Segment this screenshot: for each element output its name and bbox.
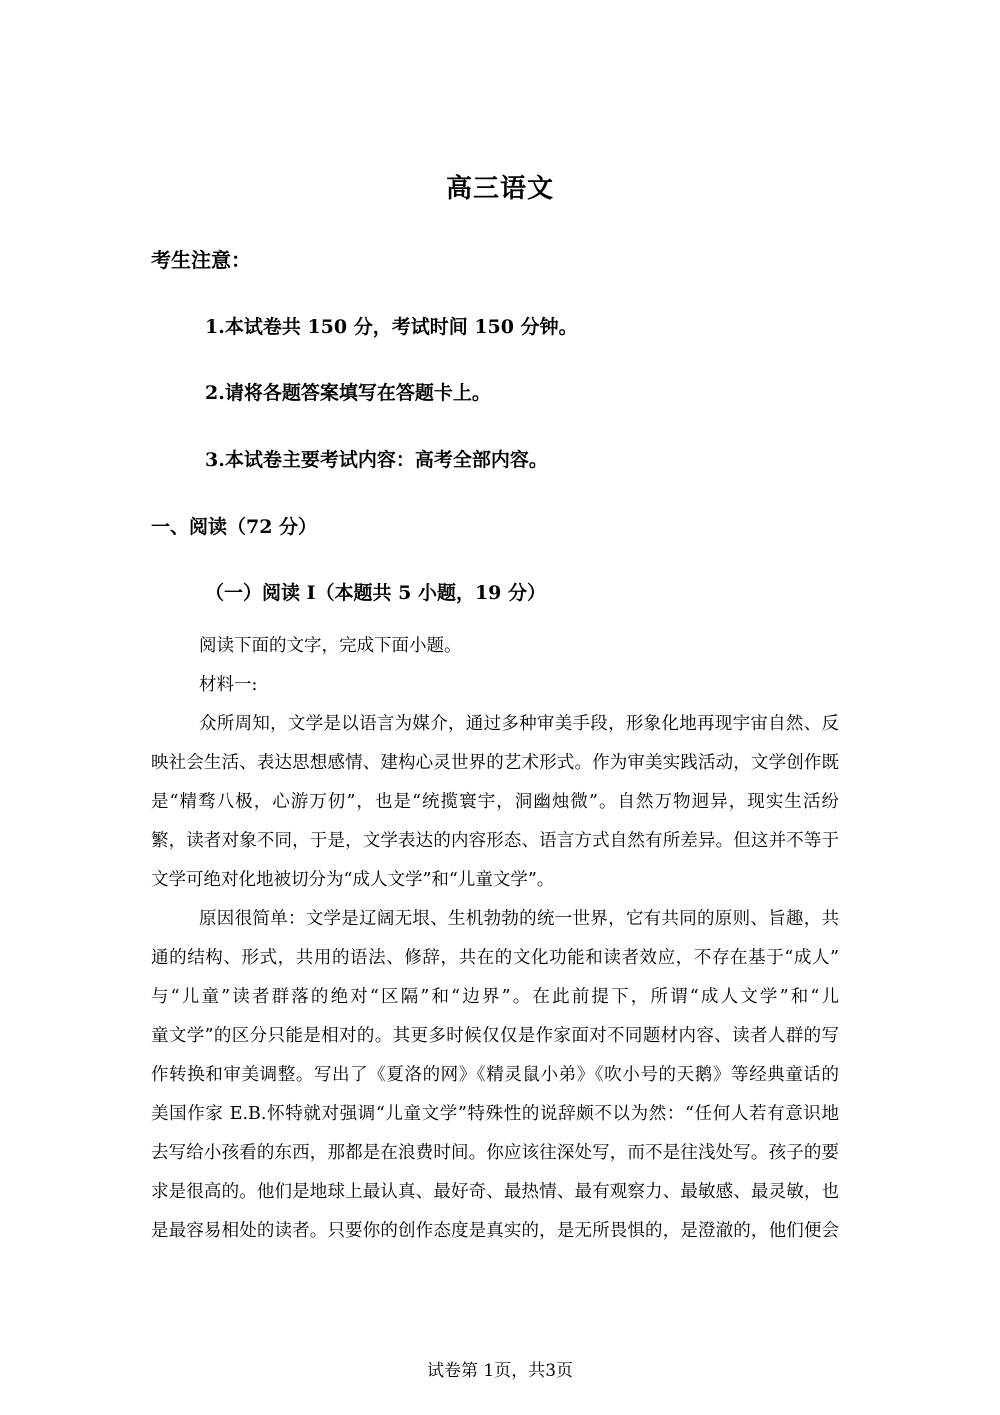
notice-item-1: 1.本试卷共 150 分，考试时间 150 分钟。 [205,316,578,338]
page-title: 高三语文 [445,174,554,204]
passage-line: 作转换和审美调整。写出了《夏洛的网》《精灵鼠小弟》《吹小号的天鹅》等经典童话的 [151,1065,839,1085]
passage-line: 众所周知，文学是以语言为媒介，通过多种审美手段，形象化地再现宇宙自然、反 [199,714,839,734]
subsection-heading: （一）阅读 I（本题共 5 小题，19 分） [205,582,547,604]
section-heading: 一、阅读（72 分） [151,516,318,538]
material-label: 材料一: [199,675,258,695]
passage-line: 是“精骛八极，心游万仞”，也是“统揽寰宇，洞幽烛微”。自然万物迥异，现实生活纷 [151,792,839,812]
passage-line: 通的结构、形式，共用的语法、修辞，共在的文化功能和读者效应，不存在基于“成人” [151,948,839,968]
passage-line: 映社会生活、表达思想感情、建构心灵世界的艺术形式。作为审美实践活动，文学创作既 [151,753,839,773]
passage-line: 是最容易相处的读者。只要你的创作态度是真实的，是无所畏惧的，是澄澈的，他们便会 [151,1221,839,1241]
notice-heading: 考生注意： [151,248,251,272]
passage-line: 与“儿童”读者群落的绝对“区隔”和“边界”。在此前提下，所谓“成人文学”和“儿 [151,987,839,1007]
passage-line: 去写给小孩看的东西，那都是在浪费时间。你应该往深处写，而不是往浅处写。孩子的要 [151,1143,839,1163]
passage-line: 原因很简单：文学是辽阔无垠、生机勃勃的统一世界，它有共同的原则、旨趣，共 [199,909,839,929]
passage-line: 繁，读者对象不同，于是，文学表达的内容形态、语言方式自然有所差异。但这并不等于 [151,831,839,851]
passage-line: 童文学”的区分只能是相对的。其更多时候仅仅是作家面对不同题材内容、读者人群的写 [151,1026,839,1046]
passage-line: 美国作家 E.B.怀特就对强调“儿童文学”特殊性的说辞颇不以为然：“任何人若有意识地 [151,1104,839,1124]
passage-line: 求是很高的。他们是地球上最认真、最好奇、最热情、最有观察力、最敏感、最灵敏，也 [151,1182,839,1202]
notice-item-3: 3.本试卷主要考试内容：高考全部内容。 [205,449,548,471]
passage-line: 文学可绝对化地被切分为“成人文学”和“儿童文学”。 [151,870,555,890]
page-footer: 试卷第 1页，共3页 [426,1361,574,1381]
notice-item-2: 2.请将各题答案填写在答题卡上。 [205,382,491,404]
reading-instruction: 阅读下面的文字，完成下面小题。 [199,636,462,656]
